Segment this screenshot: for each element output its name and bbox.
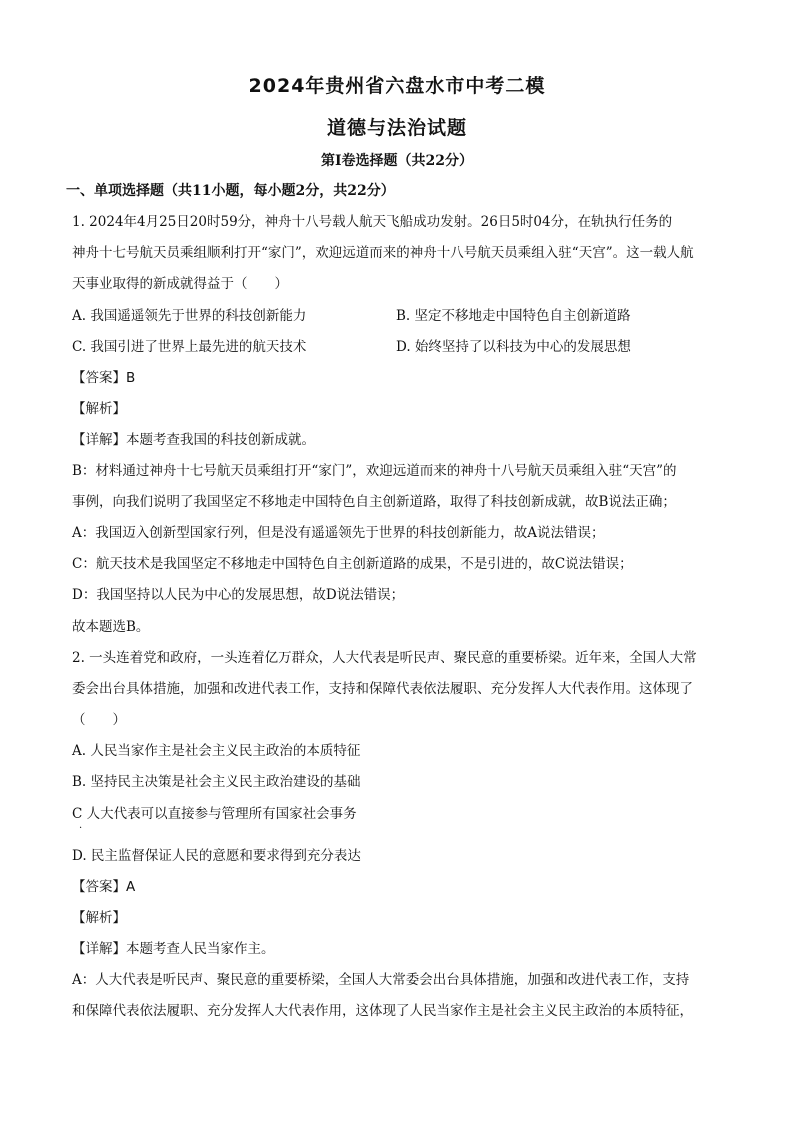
q2-stray-dot: .	[79, 820, 83, 831]
section-heading: 一、单项选择题（共11小题，每小题2分，共22分）	[66, 183, 395, 199]
q2-option-d: D. 民主监督保证人民的意愿和要求得到充分表达	[72, 848, 361, 864]
q1-explain-line-1: B：材料通过神舟十七号航天员乘组打开“家门”，欢迎远道而来的神舟十八号航天员乘组入驻“天宫”的	[72, 463, 677, 479]
q1-option-a: A. 我国遥遥领先于世界的科技创新能力	[72, 308, 307, 324]
q2-option-c: C 人大代表可以直接参与管理所有国家社会事务	[72, 806, 357, 822]
part-title: 第Ⅰ卷选择题（共22分）	[320, 153, 474, 169]
q1-option-d: D. 始终坚持了以科技为中心的发展思想	[396, 339, 631, 355]
q2-explain-line-2: 和保障代表依法履职、充分发挥人大代表作用，这体现了人民当家作主是社会主义民主政治的本质特征，	[72, 1003, 693, 1019]
q2-explain-line-1: A：人大代表是听民声、聚民意的重要桥梁，全国人大常委会出台具体措施，加强和改进代表工作，支持	[72, 972, 690, 988]
q1-stem-line-1: 1. 2024年4月25日20时59分，神舟十八号载人航天飞船成功发射。26日5时04分，在轨执行任务的	[72, 214, 673, 230]
q1-analysis-label: 【解析】	[72, 401, 126, 417]
q1-explain-line-4: C：航天技术是我国坚定不移地走中国特色自主创新道路的成果，不是引进的，故C说法错误；	[72, 556, 633, 572]
q2-stem-line-1: 2. 一头连着党和政府，一头连着亿万群众，人大代表是听民声、聚民意的重要桥梁。近年来，全国人大常	[72, 650, 697, 666]
q2-stem-line-3: （ ）	[72, 712, 126, 728]
q1-explain-line-5: D：我国坚持以人民为中心的发展思想，故D说法错误；	[72, 587, 405, 603]
q1-option-c: C. 我国引进了世界上最先进的航天技术	[72, 339, 307, 355]
q2-stem-line-2: 委会出台具体措施，加强和改进代表工作，支持和保障代表依法履职、充分发挥人大代表作用。这体现了	[72, 681, 693, 697]
q1-stem-line-3: 天事业取得的新成就得益于（ ）	[72, 276, 288, 292]
q2-analysis-label: 【解析】	[72, 910, 126, 926]
q2-option-a: A. 人民当家作主是社会主义民主政治的本质特征	[72, 743, 361, 759]
subject-title: 道德与法治试题	[326, 117, 467, 139]
q1-explain-line-3: A：我国迈入创新型国家行列，但是没有遥遥领先于世界的科技创新能力，故A说法错误；	[72, 525, 605, 541]
q2-detail: 【详解】本题考查人民当家作主。	[72, 941, 275, 957]
q1-explain-line-2: 事例，向我们说明了我国坚定不移地走中国特色自主创新道路，取得了科技创新成就，故B说法正确；	[72, 494, 676, 510]
exam-title: 2024年贵州省六盘水市中考二模	[248, 75, 546, 97]
q1-stem-line-2: 神舟十七号航天员乘组顺利打开“家门”，欢迎远道而来的神舟十八号航天员乘组入驻“天宫”。这一载人航	[72, 245, 694, 261]
q1-conclusion: 故本题选B。	[72, 619, 150, 635]
q1-detail: 【详解】本题考查我国的科技创新成就。	[72, 432, 315, 448]
q2-answer: 【答案】A	[72, 879, 136, 895]
q2-option-b: B. 坚持民主决策是社会主义民主政治建设的基础	[72, 774, 361, 790]
q1-answer: 【答案】B	[72, 370, 136, 386]
q1-option-b: B. 坚定不移地走中国特色自主创新道路	[396, 308, 631, 324]
